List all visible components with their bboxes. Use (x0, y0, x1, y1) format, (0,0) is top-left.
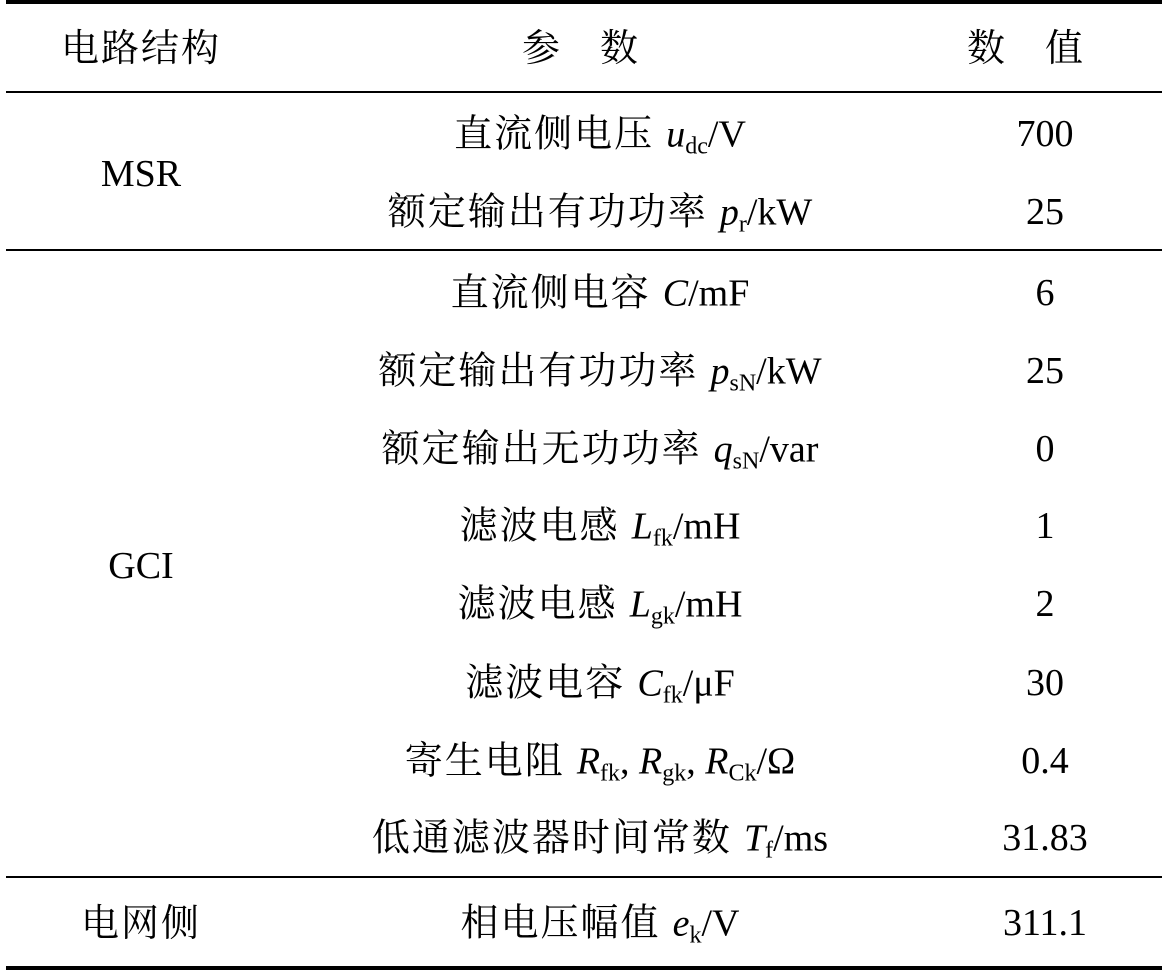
value-row-6: 2 (1035, 583, 1055, 625)
value-row-3: 25 (1026, 350, 1064, 392)
param-row-8 (404, 738, 796, 787)
param-symbol: $R_{fk}$, $R_{gk}$, $R_{Ck}/\Omega$ (576, 740, 796, 787)
header-value: 数值 (966, 26, 1124, 70)
param-row-5 (459, 503, 741, 552)
group-divider-msr-gci (6, 249, 1162, 251)
param-symbol: $p_r/kW$ (719, 191, 813, 238)
param-label: 滤波电感 (459, 503, 620, 548)
value-row-9: 31.83 (1002, 817, 1088, 859)
param-row-10 (460, 900, 740, 949)
param-symbol: $C_{fk}/\mu F$ (637, 662, 735, 709)
param-label: 额定输出有功功率 (387, 189, 708, 234)
param-symbol: $p_{sN}/kW$ (710, 350, 822, 397)
value-row-4: 0 (1035, 428, 1055, 470)
param-label: 滤波电容 (465, 660, 626, 705)
value-row-10: 311.1 (1002, 902, 1088, 944)
param-label: 直流侧电压 (454, 111, 655, 156)
param-row-4 (381, 426, 819, 475)
param-symbol: $e_k/V$ (672, 902, 740, 949)
param-label: 额定输出有功功率 (378, 348, 699, 393)
header-rule (6, 91, 1162, 93)
value-row-0: 700 (1016, 113, 1074, 155)
top-rule (6, 0, 1162, 4)
param-symbol: $T_f/ms$ (744, 817, 829, 864)
bottom-rule (6, 966, 1162, 970)
param-row-3 (378, 348, 822, 397)
param-label: 滤波电感 (457, 581, 618, 626)
param-row-7 (465, 660, 735, 709)
param-symbol: $q_{sN}$/var (713, 428, 819, 475)
param-label: 寄生电阻 (404, 738, 565, 783)
value-row-8: 0.4 (1021, 740, 1069, 782)
header-parameter: 参数 (521, 26, 679, 70)
group-msr: MSR (100, 153, 182, 195)
param-symbol: $L_{fk}/mH$ (631, 505, 741, 552)
group-divider-gci-grid (6, 876, 1162, 878)
param-label: 相电压幅值 (460, 900, 661, 945)
group-gci: GCI (108, 545, 174, 587)
group-grid-side: 电网侧 (80, 901, 202, 945)
param-label: 直流侧电容 (450, 270, 651, 315)
param-symbol: $L_{gk}/mH$ (629, 583, 743, 630)
value-row-1: 25 (1026, 191, 1064, 233)
param-symbol: C/mF (662, 272, 750, 315)
param-row-6 (457, 581, 743, 630)
value-row-7: 30 (1026, 662, 1064, 704)
param-symbol: $u_{dc}/V$ (666, 113, 746, 160)
value-row-2: 6 (1035, 272, 1055, 314)
param-row-1 (387, 189, 813, 238)
value-row-5: 1 (1035, 505, 1055, 547)
param-row-9 (371, 815, 829, 864)
param-label: 额定输出无功功率 (381, 426, 702, 471)
param-row-0 (454, 111, 746, 160)
header-structure: 电路结构 (60, 26, 222, 70)
param-label: 低通滤波器时间常数 (371, 815, 732, 860)
param-row-2 (450, 270, 750, 315)
